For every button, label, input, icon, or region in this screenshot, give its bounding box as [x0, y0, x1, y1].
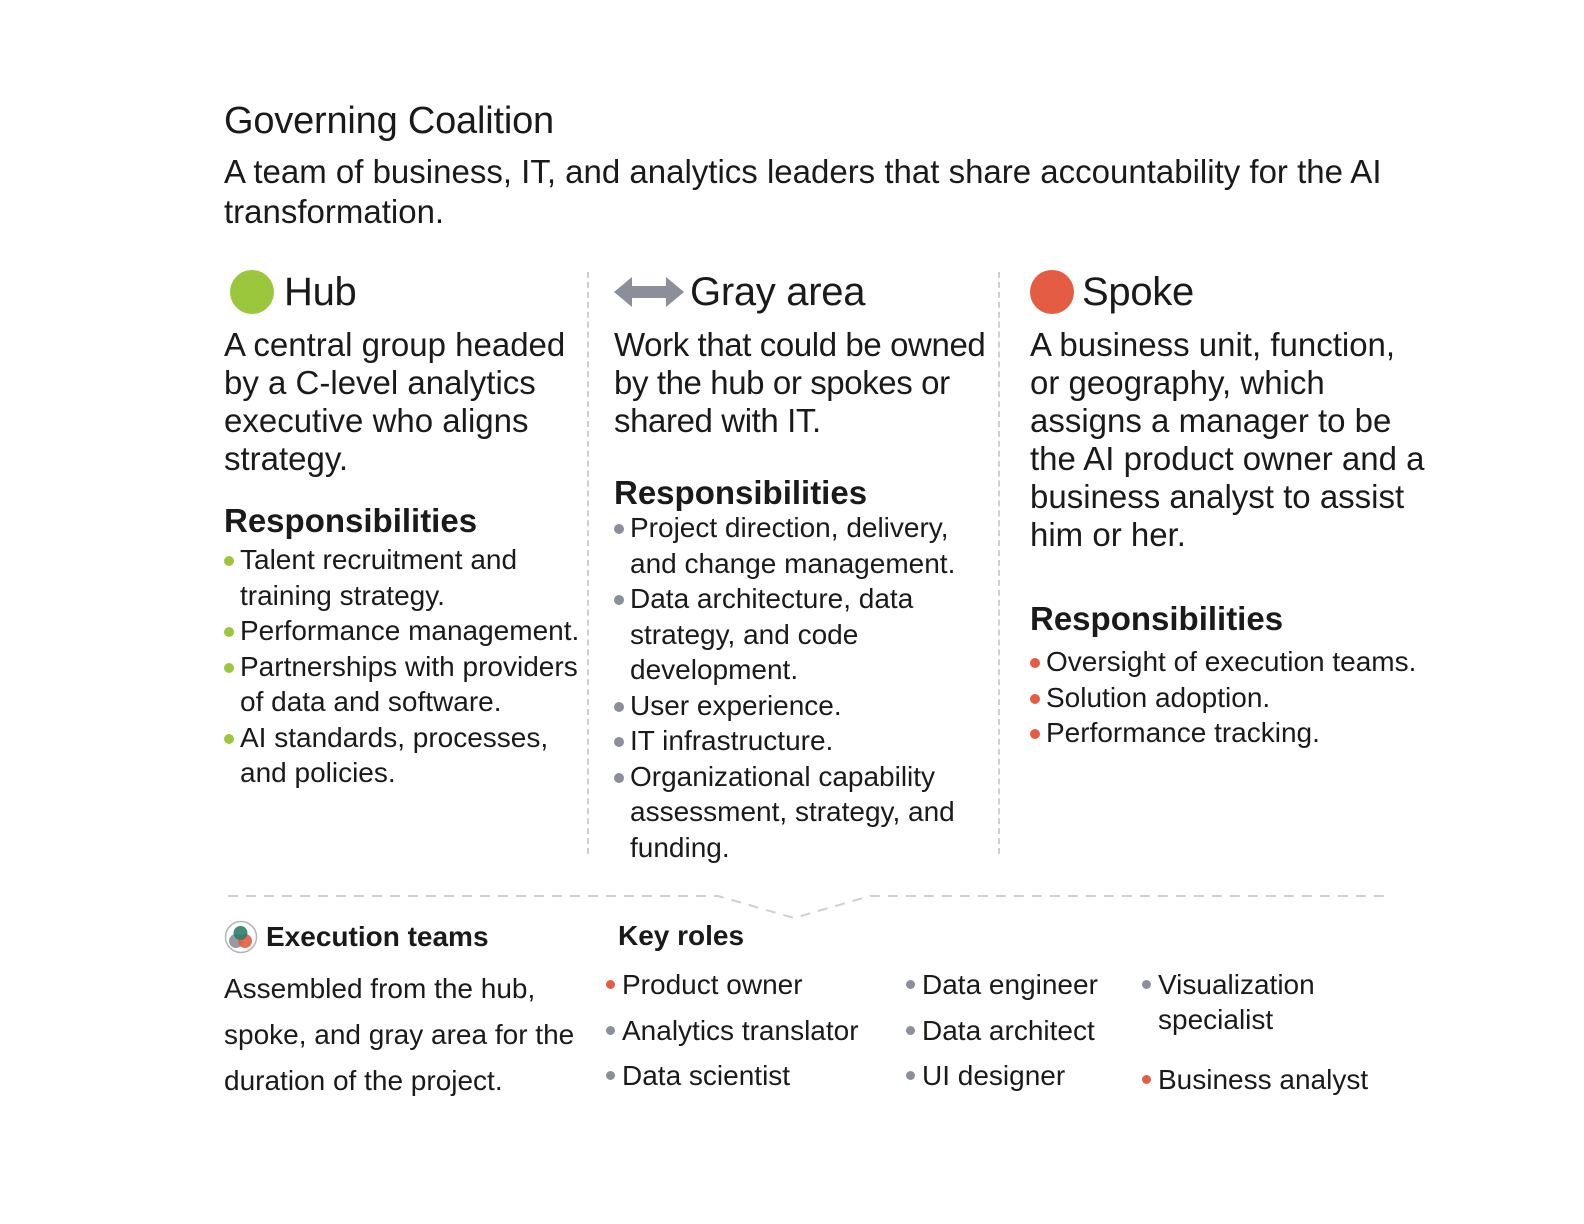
bullet-icon: [1142, 1075, 1151, 1084]
overlapping-circles-icon: [224, 920, 258, 954]
bullet-icon: [614, 595, 624, 605]
execution-teams-header: [224, 920, 489, 954]
list-item: IT infrastructure.: [614, 723, 994, 759]
bullet-icon: [1030, 658, 1040, 668]
bullet-icon: [906, 980, 915, 989]
spoke-header: [1030, 266, 1430, 318]
hub-description: A central group headed by a C-level analytics executive who aligns strategy.: [224, 326, 566, 477]
spoke-title: Spoke: [1082, 269, 1194, 314]
bullet-icon: [1142, 980, 1151, 989]
list-item: Project direction, delivery, and change management.: [614, 510, 994, 581]
execution-teams-title: Execution teams: [266, 921, 489, 952]
list-item: Data architecture, data strategy, and code development.: [614, 581, 994, 688]
role-data-scientist: Data scientist: [606, 1058, 790, 1093]
list-item: Solution adoption.: [1030, 680, 1430, 716]
diagram-subtitle: A team of business, IT, and analytics leaders that share accountability for the AI transformation.: [224, 153, 1382, 230]
hub-responsibilities-list: [224, 542, 584, 791]
gray-area-description: Work that could be owned by the hub or spokes or shared with IT.: [614, 326, 986, 439]
bullet-icon: [1030, 694, 1040, 704]
bullet-icon: [224, 627, 234, 637]
double-arrow-icon: [614, 275, 684, 309]
list-item: Performance management.: [224, 613, 584, 649]
list-item: User experience.: [614, 688, 994, 724]
list-item: Talent recruitment and training strategy.: [224, 542, 584, 613]
execution-teams-description: Assembled from the hub, spoke, and gray area for the duration of the project.: [224, 973, 575, 1096]
key-roles-title: Key roles: [618, 920, 745, 951]
hub-column: [224, 266, 584, 791]
bullet-icon: [614, 737, 624, 747]
gray-area-title: Gray area: [690, 269, 866, 314]
spoke-responsibilities-title: Responsibilities: [1030, 600, 1284, 637]
list-item: AI standards, processes, and policies.: [224, 720, 584, 791]
hub-responsibilities-title: Responsibilities: [224, 502, 478, 539]
list-item: Partnerships with providers of data and software.: [224, 649, 584, 720]
list-item: Oversight of execution teams.: [1030, 644, 1430, 680]
gray-area-responsibilities-list: [614, 510, 994, 865]
green-circle-icon: [230, 270, 274, 314]
bullet-icon: [1030, 729, 1040, 739]
gray-area-header: [614, 266, 994, 318]
spoke-description: A business unit, function, or geography, which assigns a manager to be the AI product owner and a business analyst to assist him or her.: [1030, 326, 1425, 553]
bullet-icon: [614, 773, 624, 783]
bullet-icon: [614, 524, 624, 534]
list-item: Performance tracking.: [1030, 715, 1430, 751]
role-analytics-translator: Analytics translator: [606, 1013, 859, 1048]
gray-area-column: [614, 266, 994, 865]
bullet-icon: [224, 734, 234, 744]
hub-header: [224, 266, 584, 318]
role-data-engineer: Data engineer: [906, 967, 1098, 1002]
role-product-owner: Product owner: [606, 967, 803, 1002]
bullet-icon: [606, 1026, 615, 1035]
bullet-icon: [606, 980, 615, 989]
column-divider-left: [587, 272, 589, 854]
bullet-icon: [614, 702, 624, 712]
section-divider: [228, 884, 1392, 924]
gray-area-responsibilities-title: Responsibilities: [614, 474, 868, 511]
bullet-icon: [906, 1071, 915, 1080]
bullet-icon: [606, 1071, 615, 1080]
list-item: Organizational capability assessment, strategy, and funding.: [614, 759, 994, 866]
role-ui-designer: UI designer: [906, 1058, 1065, 1093]
orange-circle-icon: [1030, 270, 1074, 314]
role-business-analyst: Business analyst: [1142, 1062, 1368, 1097]
bullet-icon: [906, 1026, 915, 1035]
spoke-responsibilities-list: [1030, 644, 1430, 751]
column-divider-right: [998, 272, 1000, 854]
spoke-column: [1030, 266, 1430, 751]
bullet-icon: [224, 556, 234, 566]
diagram-title: Governing Coalition: [224, 100, 554, 142]
bullet-icon: [224, 663, 234, 673]
hub-title: Hub: [284, 269, 357, 314]
role-data-architect: Data architect: [906, 1013, 1095, 1048]
role-visualization-specialist: Visualization specialist: [1142, 967, 1358, 1037]
